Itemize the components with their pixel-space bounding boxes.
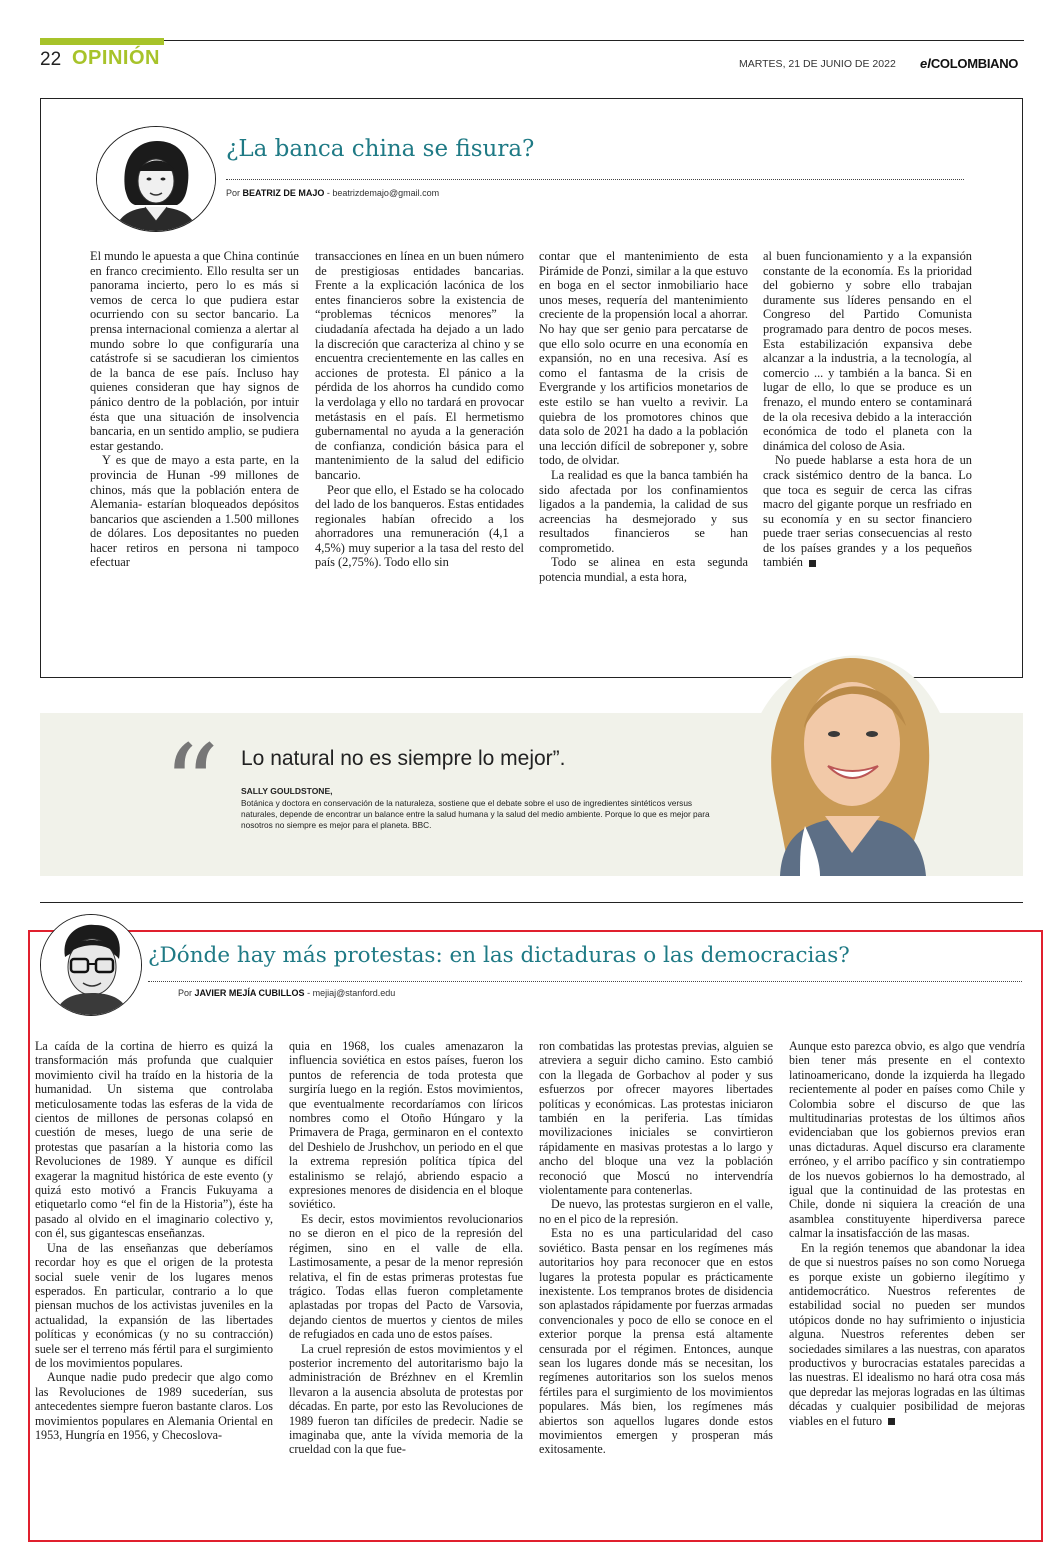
dateline: MARTES, 21 DE JUNIO DE 2022 [739, 58, 896, 70]
author-avatar-1 [96, 126, 216, 232]
newspaper-logo: elCOLOMBIANO [920, 56, 1019, 71]
header-rule [40, 40, 1024, 41]
woman-portrait-icon [97, 127, 215, 231]
article-2-byline: Por JAVIER MEJÍA CUBILLOS - mejiaj@stanford.edu [178, 988, 396, 998]
quote-description: Botánica y doctora en conservación de la naturaleza, sostiene que el debate sobre el uso de ingredientes sintéticos versus naturales, depende de encontrar un balance entre la salud humana y la salud del medio ambiente. Porque lo que es mejor para nosotros no siempre es mejor para el planeta. BBC. [241, 798, 710, 830]
article-1-column-3: contar que el mantenimiento de esta Pirámide de Ponzi, similar a la que estuvo en boga en el sector inmobiliario hace unos meses, requería del mantenimiento creciente de la propensión local a ahorrar. No hay que ser genio para percatarse de que ello solo ocurre en una economía en expansión, no en una recesiva. Así es como el fantasma de la crisis de Evergrande y los artificios monetarios de este estilo se han vuelto a revivir. La quiebra de los promotores chinos que data solo de 2021 ha dado a la población una lección difícil de sobreponer y, sobre todo, de olvidar. La realidad es que la banca también ha sido afectada por los confinamientos ligados a la pandemia, la calidad de sus acreencias ha desmejorado y sus resultados financieros se han comprometido. Todo se alinea en esta segunda potencia mundial, a esta hora, [539, 249, 748, 585]
article-2-title: ¿Dónde hay más protestas: en las dictaduras o las democracias? [148, 943, 850, 968]
article-1-title-rule [226, 179, 964, 180]
quote-author: SALLY GOULDSTONE, [241, 786, 333, 796]
article-1-column-1: El mundo le apuesta a que China continúe en franco crecimiento. Ello resulta ser un panorama incierto, pero lo es más si vemos de cerca lo que pudiera estar ocurriendo con su sector bancario. La prensa internacional comienza a alertar al mundo sobre lo que configuraría una catástrofe si se sacudieran los cimientos de la banca de ese país. Incluso hay quienes consideran que hay signos de pánico dentro de la población, por intuir ésta que una situación de insolvencia bancaria, en un sentido amplio, se pudiera estar gestando. Y es que de mayo a esta parte, en la provincia de Hunan -99 millones de chinos, más que la población entera de Alemania- estarían bloqueados depósitos bancarios que ascienden a 1.500 millones de dólares. Los depositantes no pueden hacer retiros en persona ni tampoco efectuar [90, 249, 299, 570]
article-1-byline: Por BEATRIZ DE MAJO - beatrizdemajo@gmail.com [226, 188, 440, 198]
quote-mark-icon: “ [163, 721, 220, 849]
section-divider [40, 902, 1023, 903]
man-glasses-portrait-icon [41, 915, 141, 1015]
end-square-icon [809, 560, 816, 567]
article-1-title: ¿La banca china se fisura? [226, 136, 535, 162]
page-number: 22 [40, 49, 62, 70]
section-title: OPINIÓN [72, 47, 160, 69]
smiling-woman-photo [720, 648, 970, 876]
article-2-column-2: quia en 1968, los cuales amenazaron la influencia soviética en estos países, fueron los puntos de referencia de toda protesta que surgiría luego en la región. Estos movimientos, que eventualmente recordaríamos con líricos nombres como el Otoño Húngaro y la Primavera de Praga, germinaron en el contexto del Deshielo de Jrushchov, un periodo en el que la extrema represión política típica del estalinismo se relajó, abriendo espacio a expresiones menores de disidencia en el bloque soviético. Es decir, estos movimientos revolucionarios no se dieron en el pico de la represión del régimen, sino en el valle de ella. Lastimosamente, a pesar de la menor represión relativa, el fin de estas primeras protestas fue trágico. Todas ellas fueron completamente aplastadas por tropas del Pacto de Varsovia, dejando cientos de muertos y cientos de miles de refugiados en cada uno de estos países. La cruel represión de estos movimientos y el posterior incremento del autoritarismo bajo la administración de Brézhnev en el Kremlin llevaron a la ausencia absoluta de protestas por décadas. En parte, por esto las Revoluciones de 1989 fueron tan difíciles de predecir. Nadie se imaginaba que, ante la vívida memoria de la crueldad con la que fue- [289, 1039, 523, 1457]
quote-text: Lo natural no es siempre lo mejor”. [241, 747, 566, 770]
article-1-column-2: transacciones en línea en un buen número de prestigiosas entidades bancarias. Frente a la explicación lacónica de los entes financieros sobre la existencia de “problemas técnicos menores” la ciudadanía afectada ha dejado a un lado la discreción que caracteriza al chino y se encuentra crecientemente en las calles en acciones de protesta. El pánico a la pérdida de los ahorros ha cundido como la verdolaga y ello no tardará en provocar metástasis en el país. El hermetismo gubernamental no ayuda a la generación de confianza, condición básica para el mantenimiento de la salud del edificio bancario. Peor que ello, el Estado se ha colocado del lado de los banqueros. Estas entidades regionales habían ofrecido a los ahorradores una remuneración (4,1 a 4,5%) muy superior a la tasa del resto del país (2,75%). Todo ello sin [315, 249, 524, 570]
article-1-column-4: al buen funcionamiento y a la expansión constante de la economía. Es la prioridad del gobierno y sobre ello trabajan duramente sus líderes pensando en el Congreso del Partido Comunista programado para dentro de pocos meses. Esta estabilización expansiva debe alcanzar a la industria, a la tecnología, al comercio ... y también a la banca. Si en lugar de ello, lo que se produce es un frenazo, el mundo entero se contaminará de la ola recesiva debido a la interacción económica de todo el planeta con la dinámica del coloso de Asia. No puede hablarse a esta hora de un crack sistémico dentro de la banca. Lo que toca es seguir de cerca las cifras macro del gigante porque un resfriado en su economía y en su sector financiero puede traer serias consecuencias al resto de los países grandes y a los pequeños también [763, 249, 972, 570]
section-accent-bar [40, 38, 164, 45]
article-2-title-rule [148, 981, 1022, 982]
end-square-icon [888, 1418, 895, 1425]
article-2-column-1: La caída de la cortina de hierro es quizá la transformación más profunda que cualquier movimiento civil ha traído en la historia de la humanidad. Un sistema que controlaba meticulosamente todas las esferas de la vida de cientos de millones de personas colapsó en cuestión de meses, luego de una serie de protestas que pasarían a la historia como las Revoluciones de 1989. Y aunque es difícil exagerar la magnitud histórica de este evento (y quizá esto motivó a Francis Fukuyama a etiquetarlo como “el fin de la Historia”), éste ha pasado al olvido en el imaginario colectivo y, con él, sus gigantescas enseñanzas. Una de las enseñanzas que deberíamos recordar hoy es que el origen de la protesta social suele venir de los lugares menos esperados. En particular, contrario a lo que piensan muchos de los activistas juveniles en la actualidad, la expansión de las libertades políticas y económicas (y no su contracción) suele ser el terreno más fértil para el surgimiento de los movimientos populares. Aunque nadie pudo predecir que algo como las Revoluciones de 1989 sucederían, sus antecedentes siempre fueron bastante claros. Los movimientos populares en Alemania Oriental en 1953, Hungría en 1956, y Checoslova- [35, 1039, 273, 1442]
article-2-column-3: ron combatidas las protestas previas, alguien se atreviera a seguir dicho camino. Esto cambió con la llegada de Gorbachov al poder y sus esfuerzos por ofrecer mayores libertades políticas y económicas. Las protestas iniciaron también en la periferia. Las tímidas movilizaciones iniciales se convirtieron rápidamente en masivas protestas a lo largo y ancho del bloque una vez la población reconoció que Moscú no intervendría violentamente para contenerlas. De nuevo, las protestas surgieron en el valle, no en el pico de la represión. Esta no es una particularidad del caso soviético. Basta pensar en los regímenes más autoritarios hoy para reconocer que en estos lugares la protesta popular es prácticamente inexistente. Los tempranos brotes de disidencia son aplastados rápidamente por fuerzas armadas convencionales y poco de ello se conoce en el exterior porque la prensa está altamente censurada por el régimen. Entonces, aunque sean los lugares donde más se necesitan, los regímenes autoritarios son los suelos menos fértiles para el surgimiento de los movimientos populares. Más bien, los regímenes más abiertos son aquellos lugares donde estos movimientos emergen y prosperan más exitosamente. [539, 1039, 773, 1457]
author-avatar-2 [40, 914, 142, 1016]
article-2-column-4: Aunque esto parezca obvio, es algo que vendría bien tener más presente en el contexto latinoamericano, donde la izquierda ha llegado recientemente al poder en países como Chile y Colombia sobre el discurso de que las multitudinarias protestas de los últimos años evidenciaban que los gobiernos previos eran unas dictaduras. Aquel discurso era claramente erróneo, y el arribo pacífico y sin contratiempo de los nuevos gobiernos lo ha demostrado, al igual que la continuidad de las protestas en Chile, donde ni siquiera la creación de una asamblea constituyente hiperdiversa parece calmar la insatisfacción de las masas. En la región tenemos que abandonar la idea de que si nuestros países no son como Noruega es porque existe un gobierno ilegítimo y antidemocrático. Nuestros referentes de estabilidad social no pueden ser mundos utópicos donde no hay sufrimiento o injusticia alguna. Nuestros referentes deben ser sociedades similares a las nuestras, con aparatos productivos y burocracias estatales parecidas a las nuestras. El idealismo no hará otra cosa más que depredar las mejoras logradas en las últimas décadas y cualquier posibilidad de mejoras viables en el futuro [789, 1039, 1025, 1428]
